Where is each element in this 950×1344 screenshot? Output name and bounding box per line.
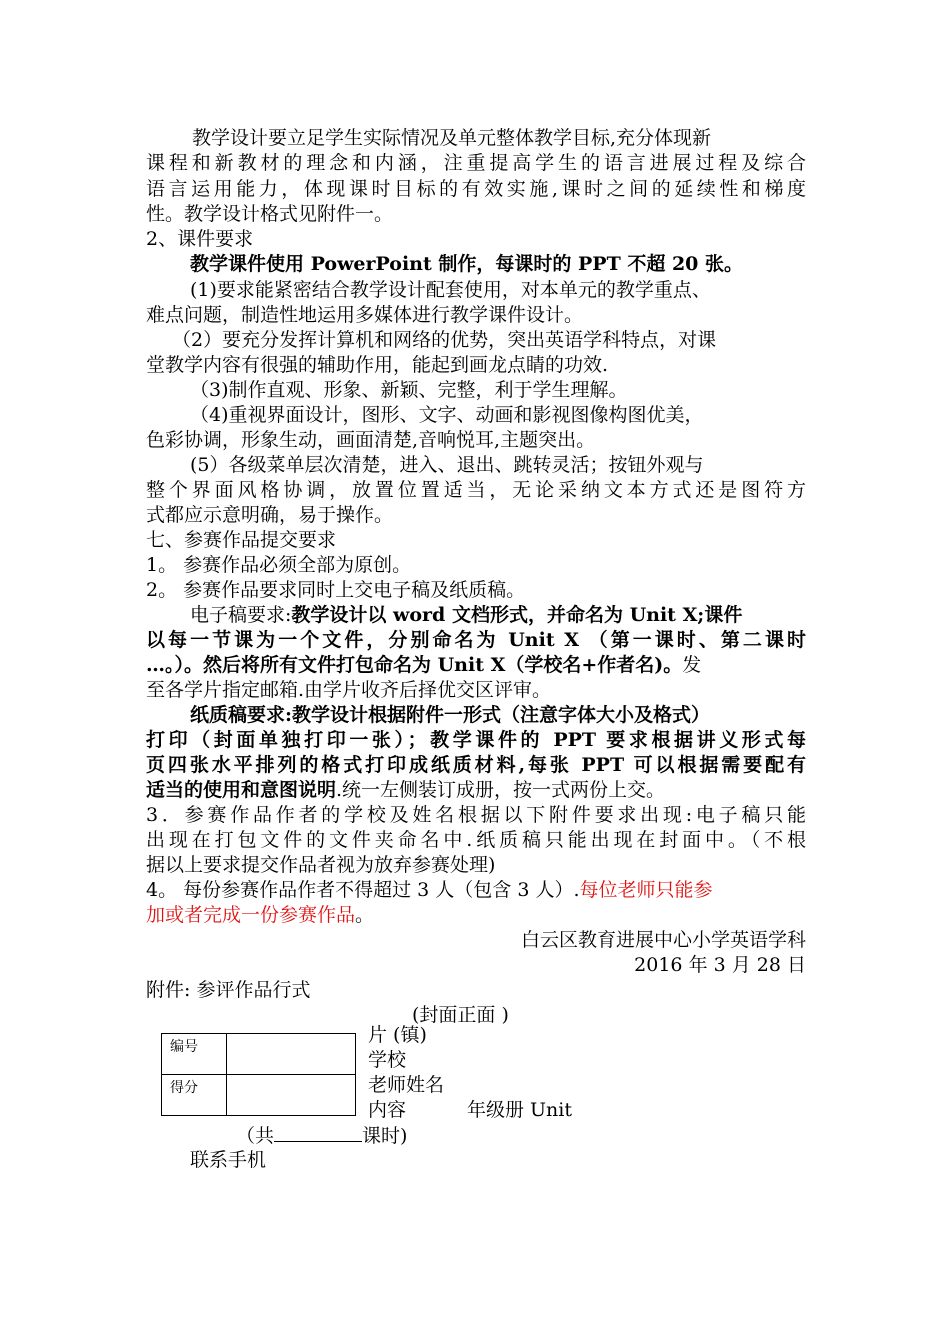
- submission-item-1: 1。 参赛作品必须全部为原创。: [146, 554, 412, 576]
- electronic-req-line-4: 至各学片指定邮箱.由学片收齐后择优交区评审。: [146, 679, 552, 701]
- submission-item-3-line-2: 出现在打包文件的文件夹命名中.纸质稿只能出现在封面中。（不根: [146, 829, 806, 851]
- req-4-line-2: 色彩协调，形象生动，画面清楚,音响悦耳,主题突出。: [146, 429, 596, 451]
- paper-req-line-1: 纸质稿要求:教学设计根据附件一形式（注意字体大小及格式）: [190, 704, 711, 726]
- req-2-line-1: （2）要充分发挥计算机和网络的优势，突出英语学科特点，对课: [172, 329, 717, 351]
- req-1-line-1: (1)要求能紧密结合教学设计配套使用，对本单元的教学重点、: [190, 279, 711, 301]
- electronic-req-line-3-tail: 发: [682, 654, 702, 676]
- submission-item-4-line-1: [146, 878, 713, 902]
- section-heading-submission: 七、参赛作品提交要求: [146, 529, 337, 551]
- cover-field-content: 内容: [368, 1099, 407, 1121]
- req-5-line-1: (5）各级菜单层次清楚，进入、退出、跳转灵活；按钮外观与: [190, 454, 704, 476]
- para-1-line-3: 语言运用能力，体现课时目标的有效实施,课时之间的延续性和梯度: [146, 178, 806, 200]
- electronic-req-line-1: [190, 603, 742, 627]
- req-4-line-1: （4)重视界面设计，图形、文字、动画和影视图像构图优美，: [190, 404, 704, 426]
- submission-item-4-end: 。: [355, 904, 375, 926]
- electronic-req-line-2: 以每一节课为一个文件，分别命名为 Unit X （第一课时、第二课时: [146, 629, 806, 651]
- cover-field-area: 片 (镇): [368, 1024, 427, 1046]
- cover-score-value: [227, 1075, 356, 1116]
- req-5-line-3: 式都应示意明确，易于操作。: [146, 504, 394, 526]
- courseware-main-requirement: 教学课件使用 PowerPoint 制作，每课时的 PPT 不超 20 张。: [190, 253, 744, 275]
- electronic-req-line-3-bold: …。）。然后将所有文件打包命名为 Unit X（学校名+作者名)。: [146, 654, 683, 676]
- table-row: [162, 1075, 356, 1116]
- para-1-line-4: 性。教学设计格式见附件一。: [146, 203, 394, 225]
- table-row: [162, 1034, 356, 1075]
- submission-item-4-red-2: 加或者完成一份参赛作品: [146, 904, 356, 926]
- electronic-req-lead: 电子稿要求:: [190, 604, 292, 626]
- submission-item-3-line-1: 3．参赛作品作者的学校及姓名根据以下附件要求出现:电子稿只能: [146, 804, 806, 826]
- submission-item-4-black: 4。 每份参赛作品作者不得超过 3 人（包含 3 人）.: [146, 879, 580, 901]
- section-heading-courseware: 2、课件要求: [146, 228, 254, 250]
- cover-field-school: 学校: [368, 1049, 407, 1071]
- electronic-req-line-3: [146, 653, 701, 677]
- para-1-line-2: 课程和新教材的理念和内涵，注重提高学生的语言进展过程及综合: [146, 152, 806, 174]
- cover-number-value: [227, 1034, 356, 1075]
- cover-score-table: [161, 1033, 356, 1116]
- cover-lessons-prefix: （共: [236, 1125, 275, 1147]
- cover-lessons-blank: [274, 1123, 362, 1142]
- req-3: （3)制作直观、形象、新颖、完整，利于学生理解。: [190, 379, 628, 401]
- attachment-title: 附件: 参评作品行式: [146, 979, 311, 1001]
- paper-req-line-3: 页四张水平排列的格式打印成纸质材料,每张 PPT 可以根据需要配有: [146, 754, 806, 776]
- paper-req-line-4-tail: .统一左侧装订成册，按一式两份上交。: [336, 779, 666, 801]
- submission-item-2: 2。 参赛作品要求同时上交电子稿及纸质稿。: [146, 579, 526, 601]
- req-1-line-2: 难点问题，制造性地运用多媒体进行教学课件设计。: [146, 304, 584, 326]
- submission-item-4-red: 每位老师只能参: [579, 879, 713, 901]
- cover-field-teacher: 老师姓名: [368, 1074, 445, 1096]
- req-5-line-2: 整个界面风格协调，放置位置适当，无论采纳文本方式还是图符方: [146, 479, 806, 501]
- cover-phone: 联系手机: [190, 1149, 267, 1171]
- cover-lessons: [236, 1123, 407, 1148]
- cover-field-grade-unit: 年级册 Unit: [467, 1099, 573, 1121]
- para-1-line-1: 教学设计要立足学生实际情况及单元整体教学目标,充分体现新: [192, 127, 712, 149]
- cover-number-label: 编号: [162, 1034, 227, 1075]
- signature-organization: 白云区教育进展中心小学英语学科: [520, 929, 806, 951]
- paper-req-line-4-bold: 适当的使用和意图说明: [146, 779, 337, 801]
- submission-item-4-line-2: [146, 903, 374, 927]
- paper-req-line-4: [146, 778, 665, 802]
- cover-lessons-suffix: 课时): [362, 1125, 408, 1147]
- paper-req-line-2: 打印（封面单独打印一张）；教学课件的 PPT 要求根据讲义形式每: [146, 729, 806, 751]
- cover-title: (封面正面 ): [412, 1004, 509, 1026]
- submission-item-3-line-3: 据以上要求提交作品者视为放弃参赛处理): [146, 854, 496, 876]
- signature-date: 2016 年 3 月 28 日: [634, 954, 806, 976]
- req-2-line-2: 堂教学内容有很强的辅助作用，能起到画龙点睛的功效.: [146, 354, 609, 376]
- cover-score-label: 得分: [162, 1075, 227, 1116]
- electronic-req-bold: 教学设计以 word 文档形式，并命名为 Unit X;课件: [291, 604, 743, 626]
